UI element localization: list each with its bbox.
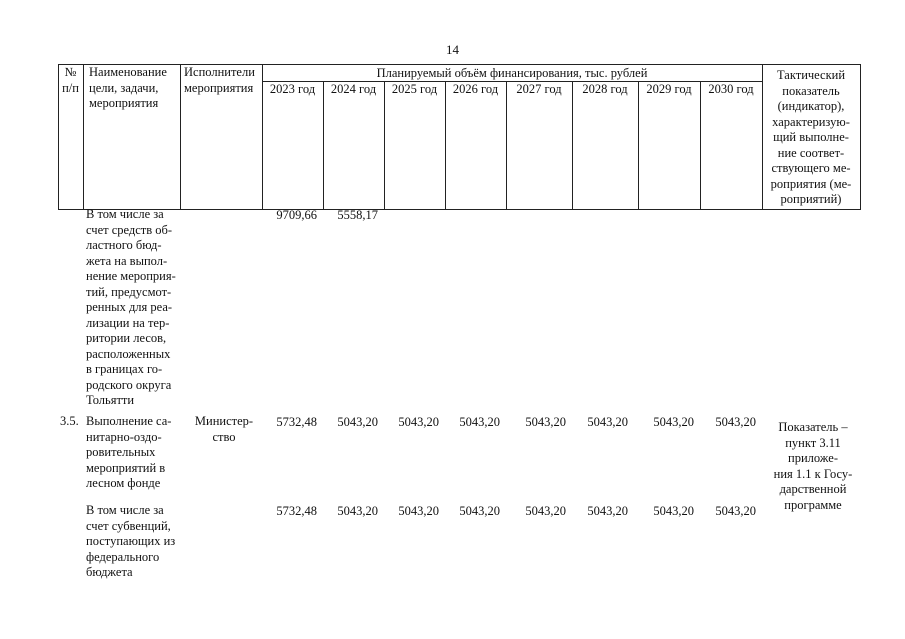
value-2029: 5043,20 <box>653 504 694 518</box>
row-name <box>86 414 181 492</box>
value-2030: 5043,20 <box>715 415 756 429</box>
row-name-line: в границах го- <box>86 362 163 376</box>
row-indicator-line: пункт 3.11 <box>785 435 841 450</box>
page-number: 14 <box>446 42 459 57</box>
value-2023: 5732,48 <box>276 504 317 518</box>
col-border <box>83 64 84 210</box>
value-2027: 5043,20 <box>525 415 566 429</box>
row-name <box>86 503 181 581</box>
header-indicator-line: (индикатор), <box>777 99 845 113</box>
row-number: 3.5. <box>60 414 79 428</box>
row-name-line: ластного бюд- <box>86 238 162 252</box>
value-2024: 5043,20 <box>337 415 378 429</box>
row-name-line: счет субвенций, <box>86 518 171 533</box>
year-2024: 2024 год <box>330 82 377 96</box>
value-2029: 5043,20 <box>653 415 694 429</box>
value-2030: 5043,20 <box>715 504 756 518</box>
row-executor-line: ство <box>212 429 236 444</box>
col-border <box>860 64 861 210</box>
row-name <box>86 207 181 409</box>
header-indicator-line: ние соответ- <box>777 145 845 160</box>
row-name-line: расположенных <box>86 346 171 361</box>
value-2023: 5732,48 <box>276 415 317 429</box>
row-executor <box>184 414 264 445</box>
header-num-line: п/п <box>62 80 79 95</box>
year-2023: 2023 год <box>269 82 316 96</box>
col-border <box>700 81 701 210</box>
value-2028: 5043,20 <box>587 415 628 429</box>
value-2026: 5043,20 <box>459 504 500 518</box>
header-name-line: Наименование <box>89 65 167 79</box>
year-2026: 2026 год <box>452 82 499 96</box>
row-name-line: жета на выпол- <box>86 253 168 268</box>
row-name-line: федерального <box>86 549 160 564</box>
value-2028: 5043,20 <box>587 504 628 518</box>
value-2025: 5043,20 <box>398 504 439 518</box>
header-indicator <box>762 68 860 208</box>
row-name-line: В том числе за <box>86 207 164 221</box>
row-name-line: ровительных <box>86 445 156 459</box>
row-name-line: родского округа <box>86 377 172 392</box>
col-border <box>384 81 385 210</box>
header-exec-line: Исполнители <box>184 65 255 79</box>
row-name-line: мероприятий в <box>86 460 166 475</box>
header-executor <box>184 65 264 96</box>
row-name-line: счет средств об- <box>86 222 173 237</box>
header-indicator-line: ствующего ме- <box>771 161 851 175</box>
year-2030: 2030 год <box>708 82 754 96</box>
header-num-line: № <box>64 65 77 79</box>
row-name-line: лизации на тер- <box>86 315 170 330</box>
value-2025: 5043,20 <box>398 415 439 429</box>
row-indicator-line: программе <box>784 497 842 512</box>
funding-title: Планируемый объём финансирования, тыс. рублей <box>376 66 648 80</box>
year-2025: 2025 год <box>391 82 438 96</box>
value-2027: 5043,20 <box>525 504 566 518</box>
header-indicator-line: показатель <box>782 83 840 98</box>
row-name-line: В том числе за <box>86 503 164 517</box>
row-indicator-line: дарственной <box>779 482 847 496</box>
header-indicator-line: характеризую- <box>772 114 850 129</box>
row-executor-line: Министер- <box>194 414 254 428</box>
year-2028: 2028 год <box>582 82 628 96</box>
value-2024: 5558,17 <box>337 208 378 222</box>
row-name-line: Тольятти <box>86 393 135 407</box>
row-name-line: ритории лесов, <box>86 331 167 345</box>
row-name-line: поступающих из <box>86 534 176 548</box>
row-name-line: нение мероприя- <box>86 269 176 283</box>
row-name-line: ренных для реа- <box>86 300 173 314</box>
value-2024: 5043,20 <box>337 504 378 518</box>
year-2027: 2027 год <box>516 82 562 96</box>
header-indicator-line: роприятия (ме- <box>770 176 852 191</box>
row-indicator-line: ния 1.1 к Госу- <box>773 466 853 481</box>
row-name-line: нитарно-оздо- <box>86 429 162 444</box>
row-indicator <box>764 420 862 513</box>
row-name-line: тий, предусмот- <box>86 284 172 299</box>
row-name-line: Выполнение са- <box>86 414 172 428</box>
year-2029: 2029 год <box>646 82 692 96</box>
row-indicator-line: приложе- <box>788 451 838 465</box>
header-indicator-line: Тактический <box>776 68 846 82</box>
header-name <box>89 65 181 112</box>
col-border <box>445 81 446 210</box>
row-indicator-line: Показатель – <box>778 420 848 434</box>
col-border <box>323 81 324 210</box>
header-name-line: цели, задачи, <box>89 80 159 95</box>
col-border <box>506 81 507 210</box>
value-2023: 9709,66 <box>276 208 317 222</box>
header-name-line: мероприятия <box>89 96 159 110</box>
header-indicator-line: щий выполне- <box>773 130 849 144</box>
header-exec-line: мероприятия <box>184 80 254 95</box>
row-name-line: бюджета <box>86 565 133 579</box>
header-indicator-line: роприятий) <box>780 192 842 206</box>
row-name-line: лесном фонде <box>86 476 161 490</box>
col-border <box>572 81 573 210</box>
col-border <box>638 81 639 210</box>
header-num <box>58 65 83 96</box>
value-2026: 5043,20 <box>459 415 500 429</box>
